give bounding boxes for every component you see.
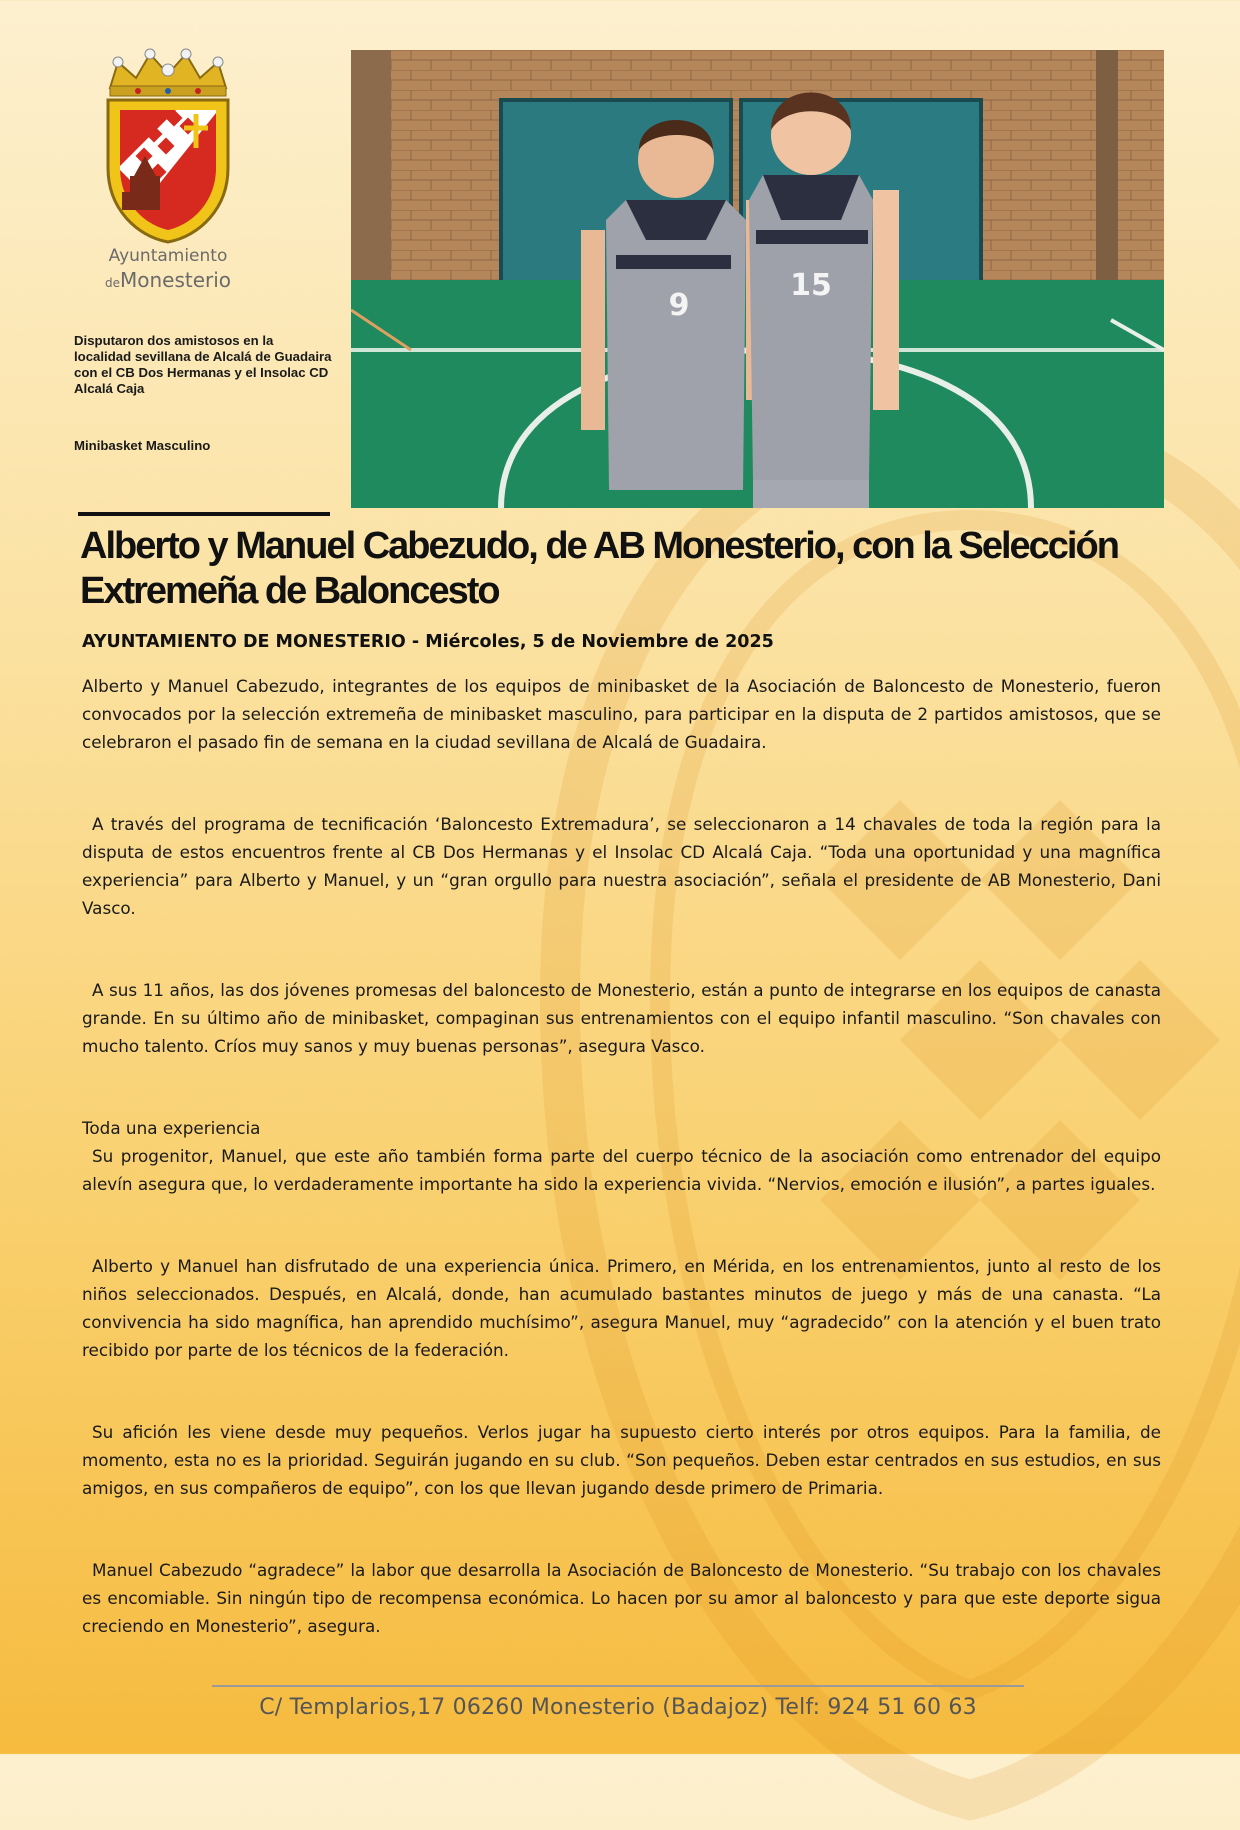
article-body [82,672,1161,1694]
byline: AYUNTAMIENTO DE MONESTERIO - Miércoles, 5 de Noviembre de 2025 [82,632,774,652]
paragraph: Alberto y Manuel han disfrutado de una experiencia única. Primero, en Mérida, en los entrenamientos, junto al resto de los niños seleccionados. Después, en Alcalá, donde, han acumulado bastantes minutos de juego y más de una canasta. “La convivencia ha sido magnífica, han aprendido muchísimo”, asegura Manuel, muy “agradecido” con la atención y el buen trato recibido por parte de los técnicos de la federación. [82,1256,1161,1360]
paragraph: Alberto y Manuel Cabezudo, integrantes de los equipos de minibasket de la Asociación de Baloncesto de Monesterio, fueron convocados por la selección extremeña de minibasket masculino, para participar en la disputa de 2 partidos amistosos, que se celebraron el pasado fin de semana en la ciudad sevillana de Alcalá de Guadaira. [82,676,1161,752]
section-label: Minibasket Masculino [74,438,211,453]
jersey-number-left: 9 [668,288,690,323]
crest-icon [88,48,248,246]
paragraph: Su afición les viene desde muy pequeños. Verlos jugar ha supuesto cierto interés por otros equipos. Para la familia, de momento, esta no es la prioridad. Seguirán jugando en su club. “Son pequeños. Deben estar centrados en sus estudios, en sus amigos, en sus compañeros de equipo”, con los que llevan jugando desde primero de Primaria. [82,1422,1161,1498]
logo-text-ayuntamiento: Ayuntamiento [108,246,228,266]
footer-address: C/ Templarios,17 06260 Monesterio (Badajoz) Telf: 924 51 60 63 [259,1695,977,1720]
paragraph: Su progenitor, Manuel, que este año también forma parte del cuerpo técnico de la asociación como entrenador del equipo alevín asegura que, lo verdaderamente importante ha sido la experiencia vivida. “Nervios, emoción e ilusión”, a partes iguales. [82,1146,1161,1194]
subheadline: Disputaron dos amistosos en la localidad sevillana de Alcalá de Guadaira con el CB Dos Hermanas y el Insolac CD Alcalá Caja [74,333,332,396]
logo-text-monesterio [88,268,248,292]
ayuntamiento-logo [88,48,248,298]
article-subtitle: Toda una experiencia [82,1118,261,1138]
headline: Alberto y Manuel Cabezudo, de AB Monesterio, con la Selección Extremeña de Baloncesto [80,525,1118,612]
logo-text-de: de [104,276,120,290]
paragraph: A sus 11 años, las dos jóvenes promesas del baloncesto de Monesterio, están a punto de integrarse en los equipos de canasta grande. En su último año de minibasket, compaginan sus entrenamientos con el equipo infantil masculino. “Son chavales con mucho talento. Críos muy sanos y muy buenas personas”, asegura Vasco. [82,980,1161,1056]
article-photo [351,50,1164,508]
logo-text-town: Monesterio [119,268,232,292]
footer-rule [212,1685,1024,1687]
paragraph: Manuel Cabezudo “agradece” la labor que desarrolla la Asociación de Baloncesto de Monesterio. “Su trabajo con los chavales es encomiable. Sin ningún tipo de recompensa económica. Lo hacen por su amor al baloncesto y para que este deporte sigua creciendo en Monesterio”, asegura. [82,1560,1161,1636]
paragraph: A través del programa de tecnificación ‘Baloncesto Extremadura’, se seleccionaron a 14 chavales de toda la región para la disputa de estos encuentros frente al CB Dos Hermanas y el Insolac CD Alcalá Caja. “Toda una oportunidad y una magnífica experiencia” para Alberto y Manuel, y un “gran orgullo para nuestra asociación”, señala el presidente de AB Monesterio, Dani Vasco. [82,814,1161,918]
jersey-number-right: 15 [790,268,832,303]
section-rule [78,512,330,516]
